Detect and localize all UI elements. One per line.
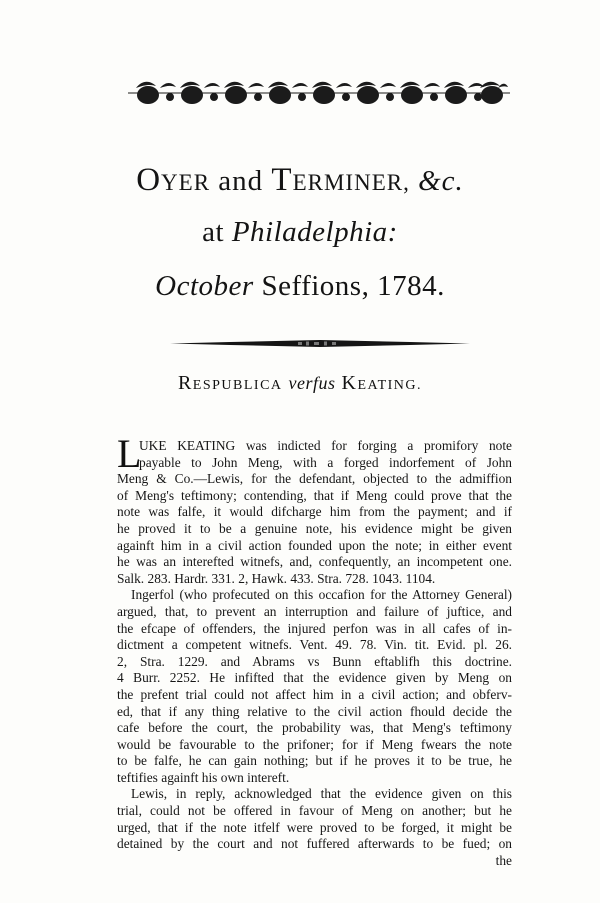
text-line: cafe before the court, the probability was, that Meng's teftimony <box>117 720 512 736</box>
location-city: Philadelphia: <box>231 216 398 248</box>
text-line: the prefent trial could not affect him in a civil action; and obferv- <box>117 686 512 702</box>
title-word-terminer-rest: ERMINER, <box>292 170 410 195</box>
text-line: note was falfe, it would difcharge him from the payment; and if <box>117 504 512 520</box>
text-line: urged, that if the note itfelf were proved to be forged, it might be <box>117 819 512 835</box>
text-line: detained by the court and not fuffered afterwards to be fued; on <box>117 836 512 852</box>
location-at: at <box>202 216 225 248</box>
ornamental-header-band <box>128 78 510 108</box>
case-initial-k: K <box>341 372 358 394</box>
text-line: the efcape of offenders, the injured perfon was in all cafes of in- <box>117 620 512 636</box>
title-sessions <box>0 270 600 303</box>
case-versus: verfus <box>288 373 336 393</box>
sessions-year: Seffions, 1784. <box>261 270 445 302</box>
text-line: Lewis, in reply, acknowledged that the evidence given on this <box>131 786 512 802</box>
title-and: and <box>218 165 264 197</box>
text-line: to be falfe, he can gain nothing; but if he proves it to be true, he <box>117 753 512 769</box>
title-word-oyer-rest: YER <box>161 170 211 195</box>
text-line: dictment a competent witnefs. Vent. 49. 78. Vin. tit. Evid. pl. 26. <box>117 637 512 653</box>
text-line: argued, that, to prevent an interruption and failure of juftice, and <box>117 603 512 619</box>
text-line: trial, could not be offered in favour of Meng on another; but he <box>117 803 512 819</box>
text-line: payable to John Meng, with a forged indorfement of John <box>139 454 512 470</box>
text-line: againft him in a civil action founded upon the note; in either event <box>117 537 512 553</box>
text-line: 2, Stra. 1229. and Abrams vs Bunn eftablifh this doctrine. <box>117 653 512 669</box>
text-line: would be favourable to the prifoner; for if Meng fwears the note <box>117 736 512 752</box>
text-line: Ingerfol (who profecuted on this occafion for the Attorney General) <box>131 587 512 603</box>
catchword: the <box>495 852 512 868</box>
case-keating-rest: EATING. <box>357 378 423 393</box>
sessions-month: October <box>155 270 254 302</box>
text-line: 4 Burr. 2252. He infifted that the evidence given by Meng on <box>117 670 512 686</box>
title-initial-o: O <box>136 162 162 198</box>
title-location <box>0 216 600 249</box>
text-line: of Meng's teftimony; contending, that if Meng could prove that the <box>117 487 512 503</box>
drop-cap: L <box>117 431 142 476</box>
body-text <box>117 431 512 869</box>
text-line: ed, that if any thing relative to the civil action fhould decide the <box>117 703 512 719</box>
case-initial-r: R <box>177 372 193 394</box>
text-line: UKE KEATING was indicted for forging a promifory note <box>139 438 512 453</box>
text-line: teftifies againft his own intereft. <box>117 769 290 785</box>
title-initial-t: T <box>271 162 293 198</box>
decorative-rule <box>170 339 470 348</box>
text-line: Salk. 283. Hardr. 331. 2, Hawk. 433. Stra. 728. 1043. 1104. <box>117 570 436 586</box>
text-line: Meng & Co.—Lewis, for the defendant, objected to the admiffion <box>117 471 512 487</box>
case-respublica-rest: ESPUBLICA <box>192 378 283 393</box>
case-heading <box>0 372 600 395</box>
text-line: he was an interefted witnefs, and, confequently, an incompetent one. <box>117 554 512 570</box>
page-title <box>0 162 600 199</box>
title-etc: &c. <box>418 165 464 197</box>
text-line: he proved it to be a genuine note, his evidence might be given <box>117 520 512 536</box>
